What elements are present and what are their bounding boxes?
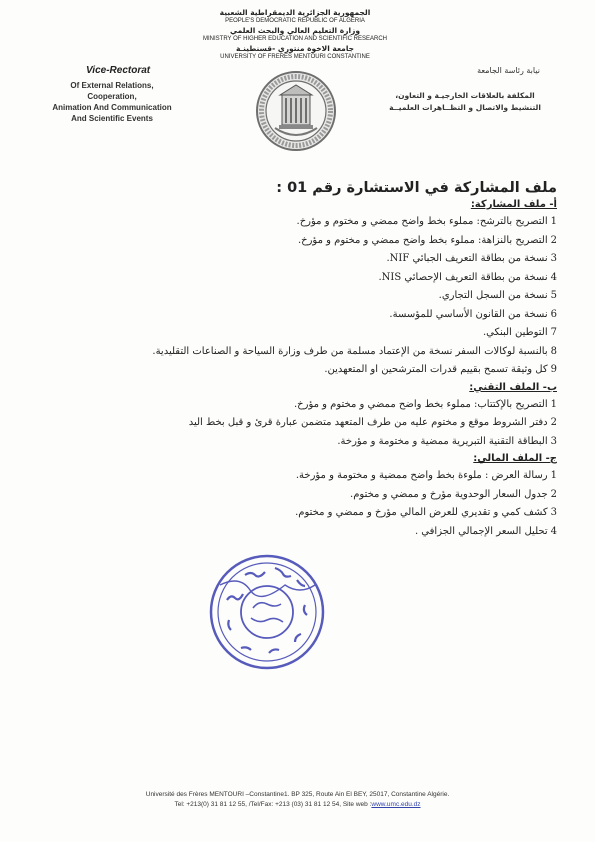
section-heading: أ- ملف المشاركة:: [470, 199, 557, 210]
list-item: 6نسخة من القانون الأساسي للمؤسسة.: [389, 308, 557, 320]
website-link[interactable]: www.umc.edu.dz: [371, 800, 421, 808]
list-item: 3نسخة من بطاقة التعريف الجبائي NIF.: [386, 253, 557, 264]
footer: [60, 790, 535, 809]
university-en: UNIVERSITY OF FRERES MENTOURI CONSTANTINE: [220, 54, 370, 60]
list-item: 3البطاقة التقنية التبريرية ممضية و مختومة و مؤرخة.: [337, 435, 557, 447]
vice-rectorat-department: [52, 80, 172, 124]
list-item: 3كشف كمي و تقديري للعرض المالي مؤرخ و ممضي و مختوم.: [295, 507, 557, 518]
ministry-en: MINISTRY OF HIGHER EDUCATION AND SCIENTIFIC RESEARCH: [202, 36, 388, 42]
vice-rectorat-label: Vice-Rectorat: [86, 65, 151, 76]
vice-rectorat-ar: نيابة رئاسة الجامعة: [477, 66, 540, 75]
list-item: 2جدول السعار الوحدوية مؤرخ و ممضي و مختوم.: [350, 488, 557, 500]
department-ar-line-2: التنشيط والاتصال و التظــاهرات العلميــة: [389, 103, 541, 112]
list-item: 4تحليل السعر الإجمالي الجزافي .: [414, 525, 557, 537]
section-technical-file: [57, 382, 557, 452]
footer-phone: Tel: +213(0) 31 81 12 55, /Tel/Fax: +213 (03) 31 81 12 54, Site web :: [174, 800, 372, 808]
list-item: 4نسخة من بطاقة التعريف الإحصائي NIS.: [378, 271, 557, 283]
list-item: 7التوطين البنكي.: [482, 327, 557, 338]
republic-en: PEOPLE'S DEMOCRATIC REPUBLIC OF ALGERIA: [225, 18, 365, 24]
list-item: 8بالنسبة لوكالات السفر نسخة من الإعتماد مسلمة من طرف وزارة السياحة و الصناعات التقليدية.: [152, 345, 557, 357]
document-title: ملف المشاركة في الاستشارة رقم 01 :: [276, 180, 557, 196]
footer-contact: [60, 800, 535, 810]
department-line-2: Animation And Communication: [52, 103, 172, 112]
department-line-1: Of External Relations, Cooperation,: [70, 81, 154, 101]
ministry-ar: وزارة التعليم العالي والبحث العلمي: [229, 26, 361, 35]
university-seal-icon: [255, 70, 337, 152]
republic-ar: الجمهورية الجزائرية الديمقراطية الشعبية: [219, 8, 371, 17]
vice-rectorat-department-ar: [380, 90, 550, 114]
list-item: 2التصريح بالنزاهة: مملوء بخط واضح ممضي و مختوم و مؤرخ.: [297, 234, 557, 246]
department-line-3: And Scientific Events: [71, 114, 153, 123]
list-item: 9كل وثيقة تسمح بقييم قدرات المترشحين او المتعهدين.: [324, 364, 557, 375]
list-item: 1التصريح بالترشح: مملوء بخط واضح ممضي و مختوم و مؤرخ.: [296, 216, 557, 227]
university-ar: جامعة الاخوة منتوري -قسنطينـة: [235, 44, 355, 53]
section-participation-file: [57, 199, 557, 380]
list-item: 2دفتر الشروط موقع و مختوم عليه من طرف المتعهد متضمن عبارة قرئ و قبل بخط اليد: [188, 417, 557, 428]
letterhead-center: [170, 8, 420, 62]
section-heading: ب- الملف التقني:: [469, 381, 557, 393]
list-item: 5نسخة من السجل التجاري.: [438, 290, 557, 301]
department-ar-line-1: المكلفة بالعلاقات الخارجيـة و التعاون،: [395, 91, 535, 100]
section-financial-file: [57, 453, 557, 541]
list-item: 1التصريح بالإكتتاب: مملوء بخط واضح ممضي و مختوم و مؤرخ.: [294, 398, 557, 410]
document-body: [57, 180, 557, 541]
official-stamp-icon: [205, 550, 330, 675]
footer-address: Université des Frères MENTOURI –Constantine1. BP 325, Route Ain El BEY, 25017, Constantine Algérie.: [145, 791, 450, 798]
section-heading: ج- الملف المالي:: [473, 453, 557, 464]
list-item: 1رسالة العرض : ملوءة بخط واضح ممضية و مختومة و مؤرخة.: [295, 470, 557, 481]
